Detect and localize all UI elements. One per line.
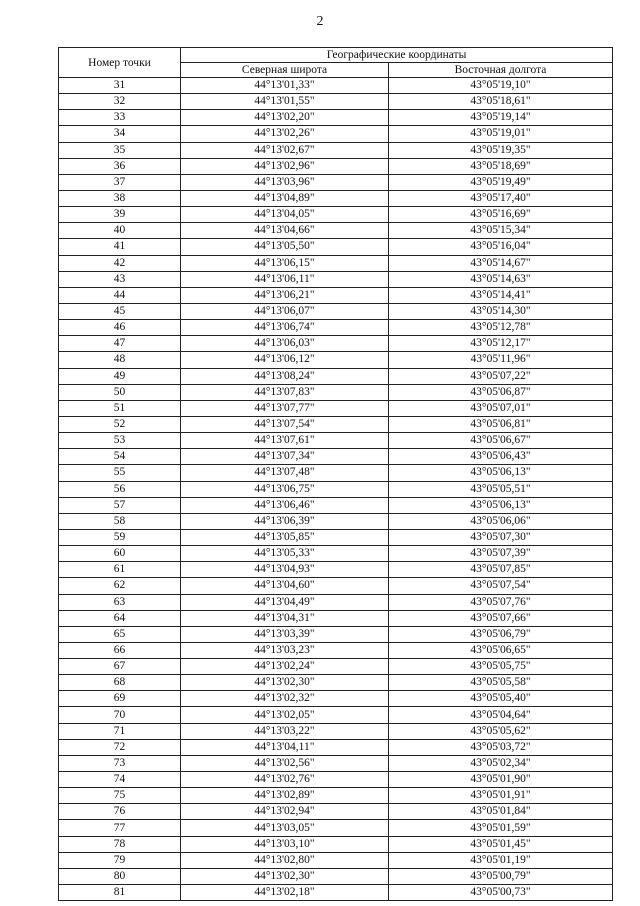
table-row bbox=[59, 416, 613, 432]
point-number-cell: 42 bbox=[59, 255, 181, 271]
longitude-cell: 43°05'06,87" bbox=[389, 384, 613, 400]
point-number-cell: 39 bbox=[59, 207, 181, 223]
table-row bbox=[59, 239, 613, 255]
table-row bbox=[59, 868, 613, 884]
longitude-cell: 43°05'14,63" bbox=[389, 271, 613, 287]
table-row bbox=[59, 287, 613, 303]
table-row bbox=[59, 691, 613, 707]
point-number-cell: 64 bbox=[59, 610, 181, 626]
table-row bbox=[59, 788, 613, 804]
table-row bbox=[59, 190, 613, 206]
point-number-cell: 32 bbox=[59, 94, 181, 110]
table-row bbox=[59, 303, 613, 319]
point-number-cell: 58 bbox=[59, 513, 181, 529]
longitude-cell: 43°05'00,79" bbox=[389, 868, 613, 884]
table-row bbox=[59, 110, 613, 126]
longitude-cell: 43°05'05,40" bbox=[389, 691, 613, 707]
latitude-cell: 44°13'04,93" bbox=[181, 562, 389, 578]
latitude-cell: 44°13'04,31" bbox=[181, 610, 389, 626]
point-number-cell: 73 bbox=[59, 755, 181, 771]
latitude-cell: 44°13'04,11" bbox=[181, 739, 389, 755]
latitude-cell: 44°13'02,56" bbox=[181, 755, 389, 771]
longitude-cell: 43°05'06,13" bbox=[389, 497, 613, 513]
point-number-cell: 66 bbox=[59, 642, 181, 658]
table-row bbox=[59, 400, 613, 416]
table-row bbox=[59, 529, 613, 545]
table-row bbox=[59, 255, 613, 271]
table-row bbox=[59, 642, 613, 658]
table-row bbox=[59, 207, 613, 223]
point-number-cell: 34 bbox=[59, 126, 181, 142]
header-north-latitude: Северная широта bbox=[181, 63, 389, 78]
point-number-cell: 52 bbox=[59, 416, 181, 432]
longitude-cell: 43°05'01,91" bbox=[389, 788, 613, 804]
point-number-cell: 41 bbox=[59, 239, 181, 255]
latitude-cell: 44°13'05,50" bbox=[181, 239, 389, 255]
latitude-cell: 44°13'01,55" bbox=[181, 94, 389, 110]
point-number-cell: 31 bbox=[59, 78, 181, 94]
longitude-cell: 43°05'14,67" bbox=[389, 255, 613, 271]
point-number-cell: 50 bbox=[59, 384, 181, 400]
latitude-cell: 44°13'03,05" bbox=[181, 820, 389, 836]
point-number-cell: 47 bbox=[59, 336, 181, 352]
point-number-cell: 65 bbox=[59, 626, 181, 642]
table-row bbox=[59, 352, 613, 368]
latitude-cell: 44°13'06,21" bbox=[181, 287, 389, 303]
longitude-cell: 43°05'01,90" bbox=[389, 772, 613, 788]
longitude-cell: 43°05'07,54" bbox=[389, 578, 613, 594]
table-row bbox=[59, 433, 613, 449]
table-row bbox=[59, 820, 613, 836]
latitude-cell: 44°13'03,23" bbox=[181, 642, 389, 658]
point-number-cell: 62 bbox=[59, 578, 181, 594]
latitude-cell: 44°13'03,96" bbox=[181, 174, 389, 190]
table-row bbox=[59, 739, 613, 755]
point-number-cell: 81 bbox=[59, 885, 181, 901]
table-row bbox=[59, 675, 613, 691]
longitude-cell: 43°05'17,40" bbox=[389, 190, 613, 206]
longitude-cell: 43°05'07,22" bbox=[389, 368, 613, 384]
longitude-cell: 43°05'01,84" bbox=[389, 804, 613, 820]
coordinates-table bbox=[58, 47, 613, 901]
table-row bbox=[59, 94, 613, 110]
latitude-cell: 44°13'02,26" bbox=[181, 126, 389, 142]
longitude-cell: 43°05'06,65" bbox=[389, 642, 613, 658]
latitude-cell: 44°13'03,22" bbox=[181, 723, 389, 739]
table-row bbox=[59, 449, 613, 465]
latitude-cell: 44°13'02,30" bbox=[181, 675, 389, 691]
longitude-cell: 43°05'14,41" bbox=[389, 287, 613, 303]
latitude-cell: 44°13'07,48" bbox=[181, 465, 389, 481]
latitude-cell: 44°13'04,05" bbox=[181, 207, 389, 223]
longitude-cell: 43°05'06,81" bbox=[389, 416, 613, 432]
latitude-cell: 44°13'06,12" bbox=[181, 352, 389, 368]
longitude-cell: 43°05'07,30" bbox=[389, 529, 613, 545]
longitude-cell: 43°05'15,34" bbox=[389, 223, 613, 239]
latitude-cell: 44°13'06,07" bbox=[181, 303, 389, 319]
point-number-cell: 75 bbox=[59, 788, 181, 804]
latitude-cell: 44°13'04,60" bbox=[181, 578, 389, 594]
latitude-cell: 44°13'06,74" bbox=[181, 320, 389, 336]
longitude-cell: 43°05'06,06" bbox=[389, 513, 613, 529]
point-number-cell: 36 bbox=[59, 158, 181, 174]
header-point-number: Номер точки bbox=[59, 48, 181, 78]
point-number-cell: 76 bbox=[59, 804, 181, 820]
table-row bbox=[59, 336, 613, 352]
table-row bbox=[59, 836, 613, 852]
point-number-cell: 44 bbox=[59, 287, 181, 303]
point-number-cell: 40 bbox=[59, 223, 181, 239]
point-number-cell: 69 bbox=[59, 691, 181, 707]
latitude-cell: 44°13'05,85" bbox=[181, 529, 389, 545]
longitude-cell: 43°05'12,17" bbox=[389, 336, 613, 352]
table-row bbox=[59, 384, 613, 400]
table-row bbox=[59, 465, 613, 481]
table-row bbox=[59, 772, 613, 788]
latitude-cell: 44°13'04,49" bbox=[181, 594, 389, 610]
point-number-cell: 70 bbox=[59, 707, 181, 723]
table-row bbox=[59, 852, 613, 868]
table-row bbox=[59, 497, 613, 513]
point-number-cell: 43 bbox=[59, 271, 181, 287]
point-number-cell: 60 bbox=[59, 546, 181, 562]
longitude-cell: 43°05'18,69" bbox=[389, 158, 613, 174]
table-row bbox=[59, 271, 613, 287]
table-row bbox=[59, 562, 613, 578]
table-row bbox=[59, 578, 613, 594]
longitude-cell: 43°05'11,96" bbox=[389, 352, 613, 368]
point-number-cell: 55 bbox=[59, 465, 181, 481]
table-row bbox=[59, 78, 613, 94]
longitude-cell: 43°05'16,69" bbox=[389, 207, 613, 223]
longitude-cell: 43°05'05,62" bbox=[389, 723, 613, 739]
latitude-cell: 44°13'02,20" bbox=[181, 110, 389, 126]
longitude-cell: 43°05'06,13" bbox=[389, 465, 613, 481]
point-number-cell: 56 bbox=[59, 481, 181, 497]
table-row bbox=[59, 320, 613, 336]
point-number-cell: 35 bbox=[59, 142, 181, 158]
point-number-cell: 80 bbox=[59, 868, 181, 884]
longitude-cell: 43°05'14,30" bbox=[389, 303, 613, 319]
longitude-cell: 43°05'07,66" bbox=[389, 610, 613, 626]
longitude-cell: 43°05'07,39" bbox=[389, 546, 613, 562]
table-row bbox=[59, 626, 613, 642]
point-number-cell: 49 bbox=[59, 368, 181, 384]
table-row bbox=[59, 885, 613, 901]
latitude-cell: 44°13'07,61" bbox=[181, 433, 389, 449]
point-number-cell: 74 bbox=[59, 772, 181, 788]
point-number-cell: 59 bbox=[59, 529, 181, 545]
table-row bbox=[59, 804, 613, 820]
longitude-cell: 43°05'19,35" bbox=[389, 142, 613, 158]
point-number-cell: 54 bbox=[59, 449, 181, 465]
table-row bbox=[59, 723, 613, 739]
longitude-cell: 43°05'01,59" bbox=[389, 820, 613, 836]
latitude-cell: 44°13'02,24" bbox=[181, 659, 389, 675]
latitude-cell: 44°13'04,66" bbox=[181, 223, 389, 239]
longitude-cell: 43°05'01,45" bbox=[389, 836, 613, 852]
latitude-cell: 44°13'05,33" bbox=[181, 546, 389, 562]
point-number-cell: 45 bbox=[59, 303, 181, 319]
point-number-cell: 38 bbox=[59, 190, 181, 206]
table-body bbox=[59, 78, 613, 901]
longitude-cell: 43°05'04,64" bbox=[389, 707, 613, 723]
longitude-cell: 43°05'19,49" bbox=[389, 174, 613, 190]
point-number-cell: 78 bbox=[59, 836, 181, 852]
point-number-cell: 63 bbox=[59, 594, 181, 610]
point-number-cell: 46 bbox=[59, 320, 181, 336]
point-number-cell: 37 bbox=[59, 174, 181, 190]
page-number: 2 bbox=[316, 14, 324, 29]
longitude-cell: 43°05'06,43" bbox=[389, 449, 613, 465]
point-number-cell: 77 bbox=[59, 820, 181, 836]
point-number-cell: 67 bbox=[59, 659, 181, 675]
latitude-cell: 44°13'06,46" bbox=[181, 497, 389, 513]
longitude-cell: 43°05'06,67" bbox=[389, 433, 613, 449]
longitude-cell: 43°05'07,01" bbox=[389, 400, 613, 416]
point-number-cell: 53 bbox=[59, 433, 181, 449]
table-row bbox=[59, 594, 613, 610]
longitude-cell: 43°05'18,61" bbox=[389, 94, 613, 110]
table-row bbox=[59, 142, 613, 158]
longitude-cell: 43°05'00,73" bbox=[389, 885, 613, 901]
header-row bbox=[59, 48, 613, 63]
longitude-cell: 43°05'07,85" bbox=[389, 562, 613, 578]
longitude-cell: 43°05'19,01" bbox=[389, 126, 613, 142]
point-number-cell: 51 bbox=[59, 400, 181, 416]
latitude-cell: 44°13'02,30" bbox=[181, 868, 389, 884]
latitude-cell: 44°13'07,34" bbox=[181, 449, 389, 465]
latitude-cell: 44°13'02,67" bbox=[181, 142, 389, 158]
table-row bbox=[59, 158, 613, 174]
longitude-cell: 43°05'02,34" bbox=[389, 755, 613, 771]
longitude-cell: 43°05'03,72" bbox=[389, 739, 613, 755]
table-row bbox=[59, 546, 613, 562]
latitude-cell: 44°13'06,75" bbox=[181, 481, 389, 497]
latitude-cell: 44°13'02,05" bbox=[181, 707, 389, 723]
table-row bbox=[59, 707, 613, 723]
longitude-cell: 43°05'12,78" bbox=[389, 320, 613, 336]
table-row bbox=[59, 126, 613, 142]
longitude-cell: 43°05'19,14" bbox=[389, 110, 613, 126]
latitude-cell: 44°13'06,11" bbox=[181, 271, 389, 287]
point-number-cell: 48 bbox=[59, 352, 181, 368]
latitude-cell: 44°13'07,54" bbox=[181, 416, 389, 432]
point-number-cell: 72 bbox=[59, 739, 181, 755]
latitude-cell: 44°13'06,03" bbox=[181, 336, 389, 352]
point-number-cell: 71 bbox=[59, 723, 181, 739]
table-row bbox=[59, 174, 613, 190]
longitude-cell: 43°05'05,75" bbox=[389, 659, 613, 675]
longitude-cell: 43°05'16,04" bbox=[389, 239, 613, 255]
latitude-cell: 44°13'02,76" bbox=[181, 772, 389, 788]
latitude-cell: 44°13'06,39" bbox=[181, 513, 389, 529]
header-geo-coordinates: Географические координаты bbox=[181, 48, 613, 63]
latitude-cell: 44°13'02,18" bbox=[181, 885, 389, 901]
latitude-cell: 44°13'08,24" bbox=[181, 368, 389, 384]
table-header bbox=[59, 48, 613, 78]
latitude-cell: 44°13'02,89" bbox=[181, 788, 389, 804]
longitude-cell: 43°05'05,51" bbox=[389, 481, 613, 497]
point-number-cell: 79 bbox=[59, 852, 181, 868]
latitude-cell: 44°13'02,96" bbox=[181, 158, 389, 174]
table-row bbox=[59, 223, 613, 239]
header-east-longitude: Восточная долгота bbox=[389, 63, 613, 78]
latitude-cell: 44°13'01,33" bbox=[181, 78, 389, 94]
latitude-cell: 44°13'04,89" bbox=[181, 190, 389, 206]
latitude-cell: 44°13'02,32" bbox=[181, 691, 389, 707]
longitude-cell: 43°05'01,19" bbox=[389, 852, 613, 868]
latitude-cell: 44°13'07,83" bbox=[181, 384, 389, 400]
table-row bbox=[59, 481, 613, 497]
longitude-cell: 43°05'05,58" bbox=[389, 675, 613, 691]
point-number-cell: 68 bbox=[59, 675, 181, 691]
longitude-cell: 43°05'19,10" bbox=[389, 78, 613, 94]
table-row bbox=[59, 659, 613, 675]
latitude-cell: 44°13'02,80" bbox=[181, 852, 389, 868]
table-row bbox=[59, 610, 613, 626]
table-row bbox=[59, 755, 613, 771]
longitude-cell: 43°05'07,76" bbox=[389, 594, 613, 610]
point-number-cell: 33 bbox=[59, 110, 181, 126]
point-number-cell: 61 bbox=[59, 562, 181, 578]
latitude-cell: 44°13'03,39" bbox=[181, 626, 389, 642]
table-row bbox=[59, 513, 613, 529]
latitude-cell: 44°13'06,15" bbox=[181, 255, 389, 271]
point-number-cell: 57 bbox=[59, 497, 181, 513]
longitude-cell: 43°05'06,79" bbox=[389, 626, 613, 642]
table-row bbox=[59, 368, 613, 384]
latitude-cell: 44°13'03,10" bbox=[181, 836, 389, 852]
latitude-cell: 44°13'07,77" bbox=[181, 400, 389, 416]
latitude-cell: 44°13'02,94" bbox=[181, 804, 389, 820]
